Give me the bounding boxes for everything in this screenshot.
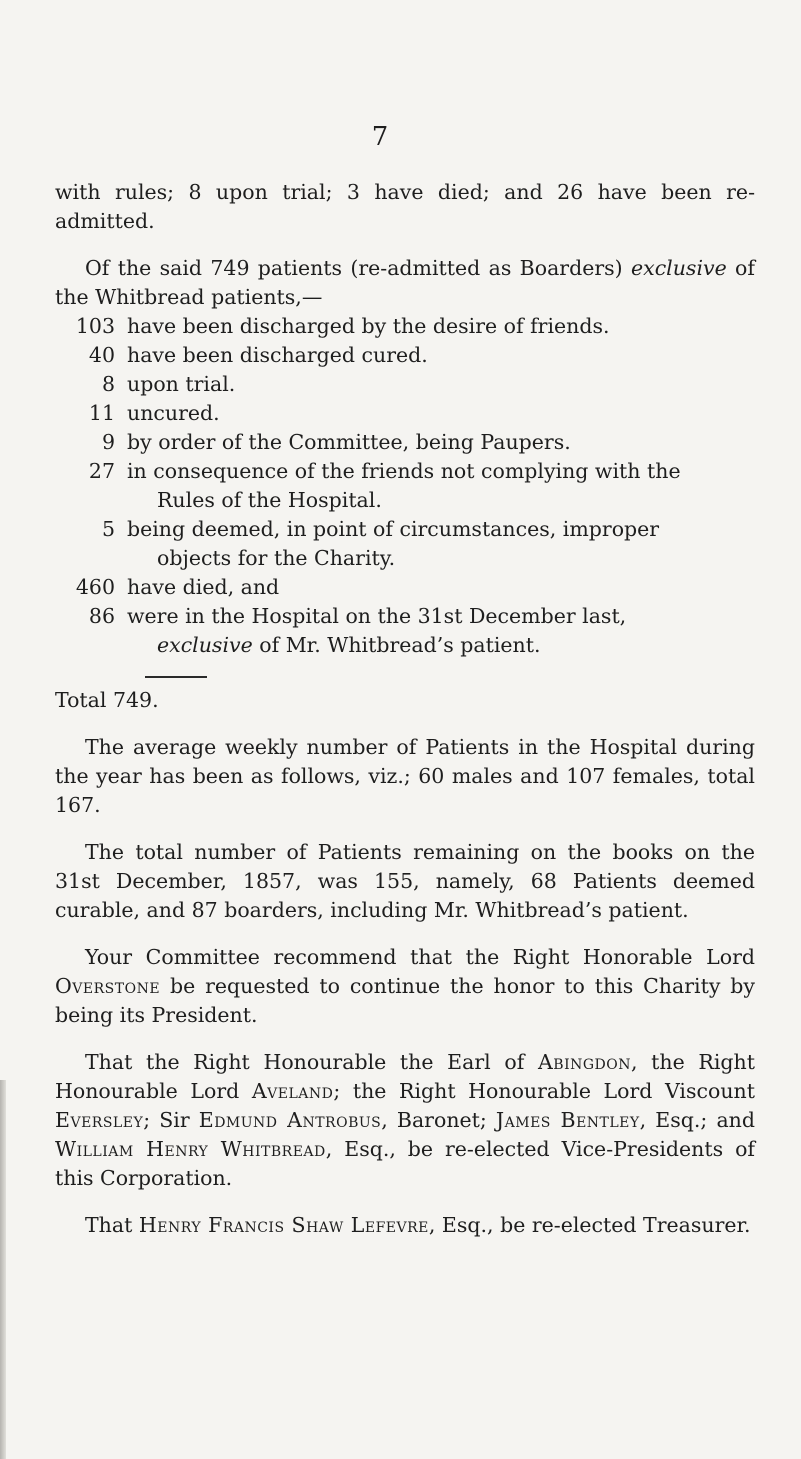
list-item-number: 27 bbox=[88, 459, 115, 483]
list-item-continuation-after: of Mr. Whitbread’s patient. bbox=[252, 633, 541, 657]
name-antrobus: Edmund Antrobus bbox=[198, 1108, 382, 1132]
total-rule bbox=[145, 676, 207, 678]
name-aveland: Aveland bbox=[251, 1079, 334, 1103]
document-body bbox=[55, 178, 755, 1258]
list-item-text: being deemed, in point of circumstances, improper bbox=[127, 517, 660, 541]
list-item-text: have been discharged cured. bbox=[127, 343, 428, 367]
total-line: Total 749. bbox=[55, 688, 159, 712]
vice-text-4: ; Sir bbox=[143, 1108, 199, 1132]
paragraph-president-after: be requested to continue the honor to this Charity by being its President. bbox=[55, 974, 755, 1027]
paragraph-average: The average weekly number of Patients in the Hospital during the year has been as follows, viz.; 60 males and 107 females, total 167. bbox=[55, 735, 755, 817]
list-item-emphasis: exclusive bbox=[157, 633, 253, 657]
paragraph-treasurer bbox=[55, 1211, 755, 1240]
paragraph-said-after: of the Whitbread patients,— bbox=[55, 256, 755, 309]
patient-list bbox=[55, 312, 755, 660]
name-lefevre: Henry Francis Shaw Lefevre bbox=[138, 1213, 429, 1237]
list-item-continuation bbox=[127, 631, 755, 660]
paragraph-said-before: Of the said 749 patients (re-admitted as Boarders) bbox=[85, 256, 631, 280]
vice-text-1: That the Right Honourable the Earl of bbox=[85, 1050, 538, 1074]
paragraph-vice-presidents bbox=[55, 1048, 755, 1193]
paragraph-continuation: with rules; 8 upon trial; 3 have died; and 26 have been re-admitted. bbox=[55, 180, 755, 233]
treasurer-before: That bbox=[85, 1213, 139, 1237]
list-item bbox=[55, 341, 755, 370]
list-item-number: 5 bbox=[101, 517, 115, 541]
list-item bbox=[55, 428, 755, 457]
list-item-text: upon trial. bbox=[127, 372, 236, 396]
list-item-number: 9 bbox=[101, 430, 115, 454]
page-number: 7 bbox=[371, 122, 389, 152]
list-item-number: 11 bbox=[88, 401, 115, 425]
list-item-number: 40 bbox=[88, 343, 115, 367]
binding-shadow bbox=[0, 1080, 6, 1459]
list-item-text: were in the Hospital on the 31st December last, bbox=[127, 604, 627, 628]
paragraph-president bbox=[55, 943, 755, 1030]
list-item-text: have been discharged by the desire of friends. bbox=[127, 314, 610, 338]
name-overstone: Overstone bbox=[55, 974, 161, 998]
vice-text-5: , Baronet; bbox=[381, 1108, 496, 1132]
list-item bbox=[55, 515, 755, 573]
list-item-text: by order of the Committee, being Paupers. bbox=[127, 430, 571, 454]
list-item-text: uncured. bbox=[127, 401, 220, 425]
vice-text-6: , Esq.; and bbox=[639, 1108, 755, 1132]
list-item-number: 103 bbox=[75, 314, 115, 338]
list-item-number: 460 bbox=[75, 575, 115, 599]
list-item bbox=[55, 399, 755, 428]
name-bentley: James Bentley bbox=[495, 1108, 640, 1132]
name-abingdon: Abingdon bbox=[537, 1050, 631, 1074]
list-item-continuation: Rules of the Hospital. bbox=[157, 488, 382, 512]
paragraph-president-before: Your Committee recommend that the Right Honorable Lord bbox=[85, 945, 755, 969]
list-item bbox=[55, 370, 755, 399]
list-item bbox=[55, 312, 755, 341]
list-item bbox=[55, 457, 755, 515]
vice-text-3: ; the Right Honourable Lord Viscount bbox=[333, 1079, 755, 1103]
list-item-text: have died, and bbox=[127, 575, 280, 599]
vice-text-7: , Esq., be re-elected Vice-Presidents of this Corporation. bbox=[55, 1137, 756, 1190]
treasurer-after: , Esq., be re-elected Treasurer. bbox=[428, 1213, 751, 1237]
name-whitbread: William Henry Whitbread bbox=[55, 1137, 326, 1161]
name-eversley: Eversley bbox=[55, 1108, 144, 1132]
list-item bbox=[55, 573, 755, 602]
list-item-number: 86 bbox=[88, 604, 115, 628]
paragraph-said-emphasis: exclusive bbox=[631, 256, 727, 280]
list-item-text: in consequence of the friends not complying with the bbox=[127, 459, 681, 483]
list-item-number: 8 bbox=[101, 372, 115, 396]
list-item bbox=[55, 602, 755, 660]
vice-text-2: , the Right Honourable Lord bbox=[55, 1050, 755, 1103]
list-item-continuation: objects for the Charity. bbox=[157, 546, 396, 570]
paragraph-remaining: The total number of Patients remaining on the books on the 31st December, 1857, was 155, namely, 68 Patients deemed curable, and 87 boarders, including Mr. Whitbread’s patient. bbox=[55, 840, 755, 922]
paragraph-said-patients bbox=[55, 254, 755, 312]
